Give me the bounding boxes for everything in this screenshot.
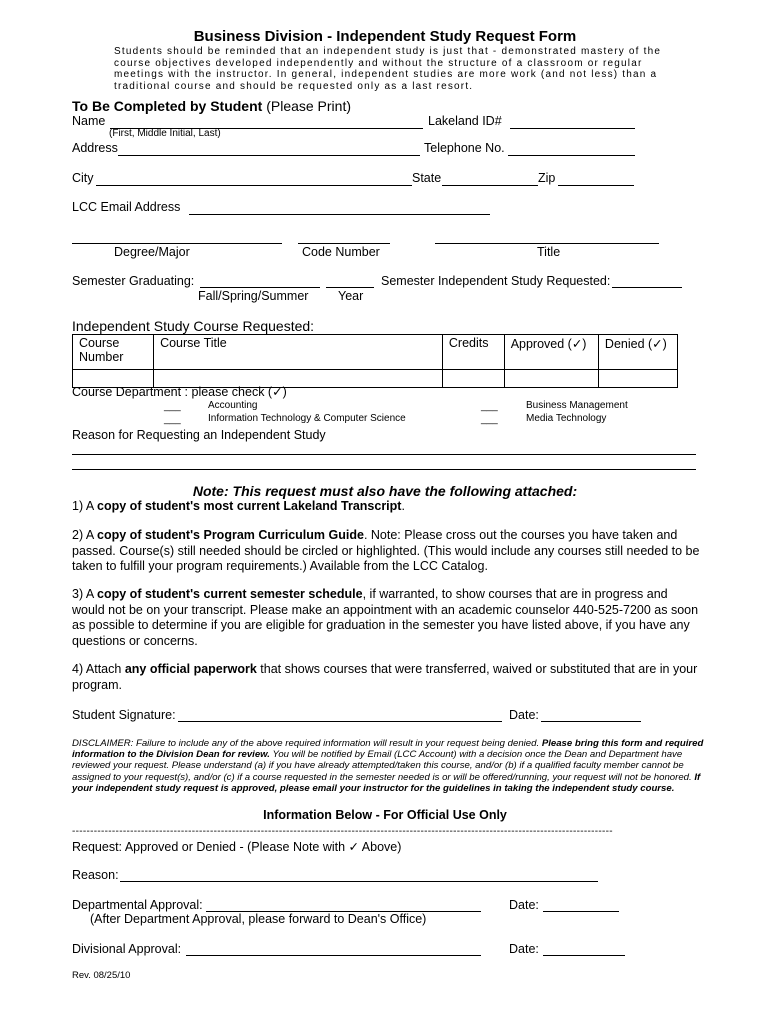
media-technology-label: Media Technology [526,413,607,424]
item-2-prefix: 2) A [72,528,98,542]
name-label: Name [72,114,106,128]
year-hint: Year [338,289,364,303]
student-section-heading [72,98,351,114]
name-hint: (First, Middle Initial, Last) [109,128,221,139]
disclaimer-text-2: You will be notified by Email (LCC Account) with a decision once the Dean and Department have reviewed your request. Please understand (a) if you have already attempted/taken this course, and/or (b) if a qualified faculty member cannot be assigned to your request(s), and/or (c) if a course requested in the semester needed is or will be offered/running, your request will not be honored. [72,749,695,783]
semester-graduating-field[interactable] [200,287,320,288]
course-table-header-row [73,335,678,370]
student-signature-field[interactable] [178,721,502,722]
course-table-heading: Independent Study Course Requested: [72,318,315,334]
disclaimer [72,738,704,794]
divisional-approval-label: Divisional Approval: [72,942,182,956]
col-denied: Denied (✓) [598,335,677,370]
item-4-bold: any official paperwork [124,662,257,676]
departmental-approval-label: Departmental Approval: [72,898,203,912]
department-label: Course Department : please check (✓) [72,385,287,399]
state-label: State [412,171,442,185]
col-credits: Credits [442,335,504,370]
item-2-bold: copy of student's Program Curriculum Guide [97,528,364,542]
revision-date: Rev. 08/25/10 [72,970,131,981]
fall-spring-summer-hint: Fall/Spring/Summer [198,289,309,303]
item-3-text: , if warranted, to show courses that are in progress and would not be on your transcript. Please make an appointment with an academic counselor 440-525-7200 as soon as possible to determine if you are eligible for graduation in the semester you have listed above, if you have any questions or concerns. [72,587,699,648]
course-table [72,334,678,388]
col-course-number: Course Number [73,335,154,370]
accounting-checkbox[interactable]: ___ [164,401,181,412]
divisional-date-field[interactable] [543,955,625,956]
note-heading: Note: This request must also have the following attached: [192,483,578,499]
official-reason-label: Reason: [72,868,119,882]
col-course-title: Course Title [154,335,443,370]
email-field[interactable] [189,214,490,215]
city-label: City [72,171,94,185]
address-label: Address [72,141,118,155]
department-forward-hint: (After Department Approval, please forward to Dean's Office) [90,912,427,926]
zip-field[interactable] [558,185,634,186]
signature-date-label: Date: [509,708,539,722]
item-semester-schedule [72,587,702,649]
it-cs-label: Information Technology & Computer Science [208,413,406,424]
accounting-label: Accounting [208,400,258,411]
official-divider: ----------------------------------------------------------------------------------------------------------------------------------------------------- [72,826,613,837]
reason-line-1[interactable] [72,454,696,455]
city-field[interactable] [96,185,412,186]
business-management-label: Business Management [526,400,628,411]
zip-label: Zip [538,171,556,185]
code-label: Code Number [302,245,380,259]
student-section-heading-note: (Please Print) [262,98,352,114]
semester-graduating-label: Semester Graduating: [72,274,195,288]
item-2-text: . Note: Please cross out the courses you have taken and passed. Course(s) still needed should be circled or highlighted. (This would include any courses still needed to be taken to fulfill your program requirements.) Available from the LCC Catalog. [72,528,700,573]
item-4-text: that shows courses that were transferred, waived or substituted that are in your program. [72,662,698,692]
form-title: Business Division - Independent Study Request Form [193,28,577,45]
item-3-bold: copy of student's current semester schedule [97,587,363,601]
it-cs-checkbox[interactable]: ___ [164,414,181,425]
state-field[interactable] [442,185,538,186]
item-1-suffix: . [401,499,405,513]
student-signature-label: Student Signature: [72,708,176,722]
telephone-field[interactable] [508,155,635,156]
disclaimer-text-1: DISCLAIMER: Failure to include any of the above required information will result in your request being denied. [72,738,542,749]
item-official-paperwork [72,662,702,693]
reason-line-2[interactable] [72,469,696,470]
item-3-prefix: 3) A [72,587,98,601]
semester-requested-field[interactable] [612,287,682,288]
signature-date-field[interactable] [541,721,641,722]
intro-text: Students should be reminded that an independent study is just that - demonstrated mastery of the course objectives developed independently and without the structure of a classroom or regular meetings with the instructor. In general, independent studies are more work (and not less) than a traditional course and should be requested only as a last resort. [114,46,662,92]
item-curriculum-guide [72,528,702,575]
col-approved: Approved (✓) [504,335,598,370]
departmental-date-label: Date: [509,898,539,912]
item-transcript [72,499,702,515]
departmental-date-field[interactable] [543,911,619,912]
title-label: Title [537,245,561,259]
title-field[interactable] [435,243,659,244]
telephone-label: Telephone No. [424,141,505,155]
graduation-year-field[interactable] [326,287,374,288]
business-management-checkbox[interactable]: ___ [481,401,498,412]
disclaimer-bold-1: Please bring this form and required information to the Division Dean for review. [72,738,704,761]
student-section-heading-bold: To Be Completed by Student [72,98,263,114]
address-field[interactable] [118,155,420,156]
degree-label: Degree/Major [114,245,190,259]
email-label: LCC Email Address [72,200,181,214]
item-1-bold: copy of student's most current Lakeland Transcript [97,499,402,513]
lakeland-id-label: Lakeland ID# [428,114,502,128]
request-status-label: Request: Approved or Denied - (Please Note with ✓ Above) [72,840,402,854]
disclaimer-bold-2: If your independent study request is approved, please email your instructor for the guidelines in taking the independent study course. [72,771,701,794]
denied-cell[interactable] [598,370,677,388]
reason-label: Reason for Requesting an Independent Study [72,428,326,442]
divisional-approval-field[interactable] [186,955,481,956]
semester-requested-label: Semester Independent Study Requested: [381,274,611,288]
approved-cell[interactable] [504,370,598,388]
divisional-date-label: Date: [509,942,539,956]
item-1-prefix: 1) A [72,499,98,513]
credits-cell[interactable] [442,370,504,388]
degree-field[interactable] [72,243,282,244]
item-4-prefix: 4) Attach [72,662,125,676]
media-technology-checkbox[interactable]: ___ [481,414,498,425]
official-use-heading: Information Below - For Official Use Only [263,808,507,822]
lakeland-id-field[interactable] [510,128,635,129]
code-field[interactable] [298,243,390,244]
official-reason-field[interactable] [120,881,598,882]
